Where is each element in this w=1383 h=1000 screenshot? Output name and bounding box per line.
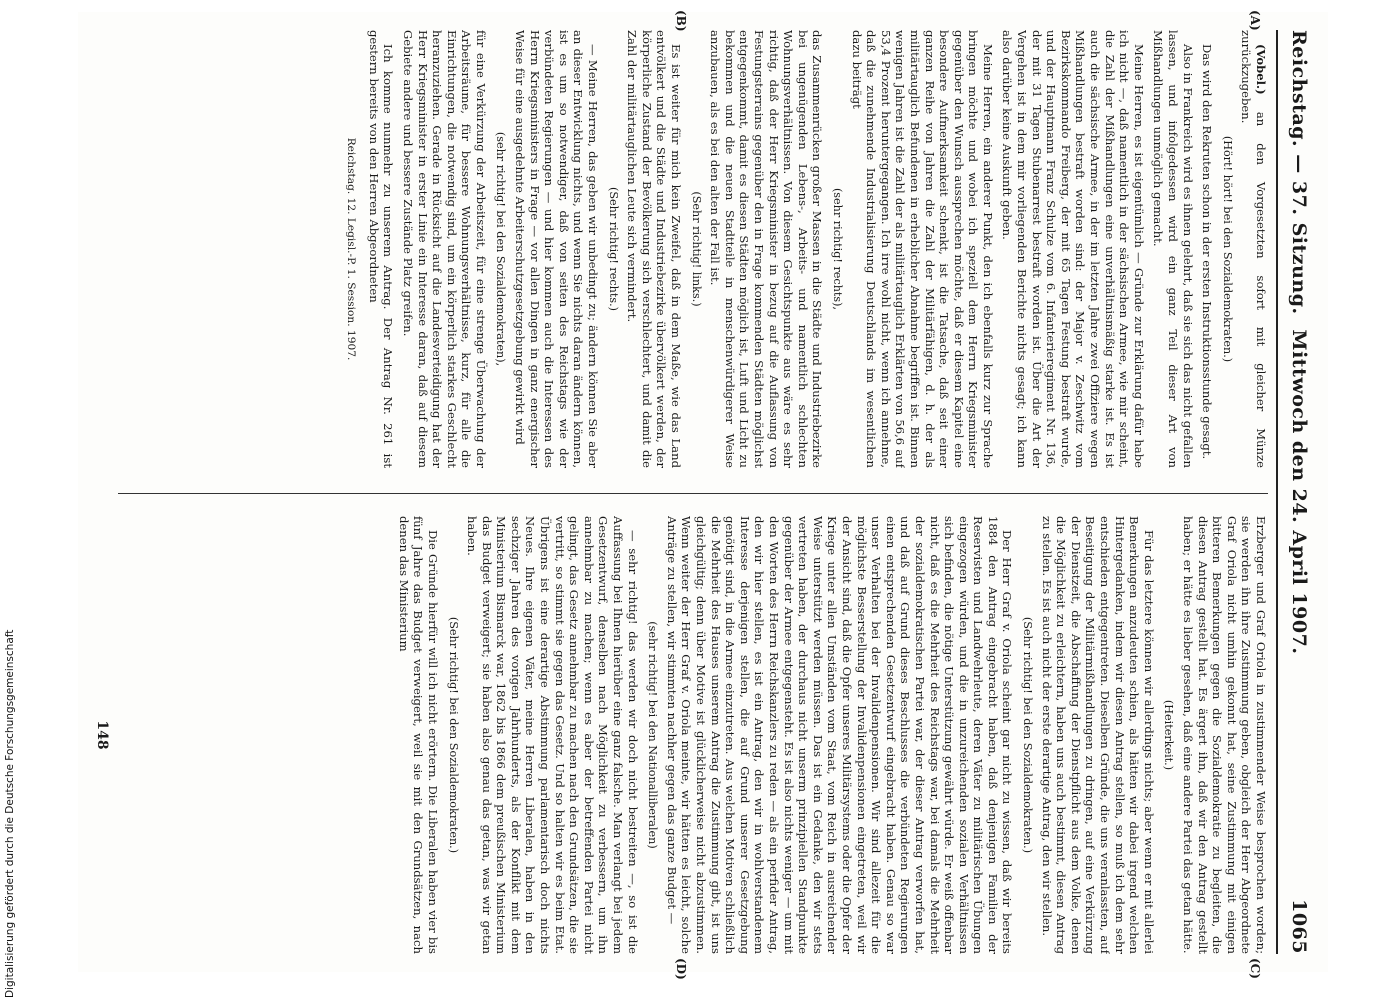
left-text-column [118,30,1268,468]
paragraph: das Zusammenrücken großer Massen in die Städte und Industriebezirke bei ungenügenden Lebens-, Arbeits- und namentlich schlechten Wohnungsverhältnissen. Von diesem Gesichtspunkte aus wäre es sehr richtig, daß der Herr Kriegsminister in bezug auf die Auflassung von Festungsterrains gegenüber den in Frage kommenden Städten möglichst entgegenkommt, damit es diesen Städten möglich ist, Luft und Licht zu bekommen und die neuen Stadtteile in menschenwürdigerer Weise anzubauen, als es bei den alten der Fall ist. [708,30,825,468]
speaker-name: (Vobel.) [1254,44,1268,112]
signature-number: 148 [94,720,110,750]
paragraph-text: Meine Herren, ein anderer Punkt, den ich ebenfalls kurz zur Sprache bringen möchte und wobei ich speziell dem Herrn Kriegsminister gegenüber den Wunsch aussprechen möchte, daß er diesem Kapitel eine besondere Aufmerksamkeit schenkt, ist die Tatsache, daß seit einer ganzen Reihe von Jahren die Zahl der Militärfähigen, d. h. der als militärtauglich Befundenen in erheblicher Abnahme begriffen ist. Binnen wenigen Jahren ist die Zahl der als militärtauglich Erklärten von 56,6 auf 53,4 Prozent heruntergegangen. Ich irre wohl nicht, wenn ich annehme, daß die zunehmende Industrialisierung Deutschlands im wesentlichen dazu beiträgt [849,30,995,468]
interjection: (Heiterkeit.) [1162,699,1176,771]
paragraph-text: Ich komme nunmehr zu unserem Antrag. Der Antrag Nr. 261 ist gestern bereits von den Herren Abgeordneten [366,30,396,468]
rotated-newspaper-page [78,10,1328,980]
interjection: (Sehr richtig! rechts.) [606,186,620,312]
paragraph-text: Der Herr Graf v. Oriola scheint gar nicht zu wissen, daß wir bereits 1884 den Antrag eingebracht haben, daß denjenigen Familien der Reservisten und Landwehrleute, deren Väter zu militärischen Übungen eingezogen würden, und die in unzureichenden sozialen Verhältnissen sich befinden, die nötige Unterstützung gewährt würde. Er weiß offenbar nicht, daß es die Mehrheit des Reichstags war, bei damals die Mehrheit der sozialdemokratischen Partei war, der dieser Antrag verworfen hat, und daß auf Grund dieses Beschlusses die verbündeten Regierungen einen entsprechenden Gesetzentwurf eingebracht haben. Genau so war unser Verhalten bei der Invalidenpensionen. Wir sind allezeit für die möglichste Besserstellung der Invalidenpensionen eingetreten, weil wir der Ansicht sind, daß die Opfer unseres Militärsystems oder die Opfer der Kriege unter allen Umständen vom Staat, vom Reich in ausreichender Weise unterstützt werden müssen. Das ist ein Gedanke, den wir stets vertreten haben, der durchaus nicht unserm prinzipiellen Standpunkte gegenüber der Armee entgegensteht. Es ist also nichts weniger — um mit den Worten des Herrn Reichskanzlers zu reden — als ein perfider Antrag, den wir hier stellen, es ist ein Antrag, den wir in wohlverstandenem Interesse derjenigen stellen, die auf Grund unserer Gesetzgebung genötigt sind, in die Armee einzutreten. Aus welchen Motiven schließlich die Mehrheit des Hauses unserem Antrag die Zustimmung gibt, ist uns gleichgültig; denn über Motive ist glücklicherweise nicht abzustimmen. Wenn weiter der Herr Graf v. Oriola meinte, wir hätten es leicht, solche Anträge zu stellen, wir stimmten nachher gegen das ganze Budget — [664,516,1015,954]
paragraph [1039,516,1156,954]
header-date: Mittwoch den 24. April 1907. [1288,329,1310,655]
paragraph-text: Also in Frankreich wird es ihnen gelehrt, daß sie sich das nicht gefallen lassen, und infolgedessen wird ein ganz Teil dieser Art von Mißhandlungen unmöglich gemacht. [1151,30,1195,468]
interjection: (Sehr richtig! bei den Sozialdemokraten.) [446,616,460,854]
paragraph-text: Für das letztere können wir allerdings nichts; aber wenn er mit allerlei Bemerkungen anzudeuten schien, als hätten wir dabei irgend welchen Hintergedanken, indem wir diesen Antrag stellen, so muß ich dem sehr entschieden entgegentreten. Dieselben Gründe, die uns veranlassten, auf Beseitigung der Militärmißhandlungen zu dringen, auf eine Verkürzung der Dienstzeit, die Abschaffung der Dienstpflicht aus dem Volke, denen die Möglichkeit zu erleichtern, haben uns auch bestimmt, diesen Antrag zu stellen. Es ist auch nicht der erste derartige Antrag, den wir stellen. [1039,516,1156,954]
paragraph: für eine Verkürzung der Arbeitszeit, für eine strenge Überwachung der Arbeitsräume, für bessere Wohnungsverhältnisse, kurz, für alle die Einrichtungen, die notwendig sind, um ein körperlich starkes Geschlecht heranzuziehen. Gerade in Rücksicht auf die Landesverteidigung hat der Herr Kriegsminister in erster Linie ein Interesse daran, daß auf diesem Gebiete andere und bessere Zustände Platz greifen. [400,30,488,468]
interjection: (Sehr richtig! bei den Sozialdemokraten.) [1021,616,1035,854]
interjection: (sehr richtig! bei den Nationalliberalen) [646,621,660,849]
paragraph-text: Das wird den Rekruten schon in der ersten Instruktionsstunde gesagt. [1200,44,1215,460]
interjection: (Sehr richtig! links.) [689,191,703,307]
header-page-number: 1065 [1288,899,1310,954]
margin-mark-a: (A) [1248,10,1262,31]
interjection: (sehr richtig! rechts), [830,187,844,311]
paragraph-text: Meine Herren, es ist eigentümlich — Gründe zur Erklärung dafür habe ich nicht —, daß namentlich in der sächsischen Armee, wie mir scheint, die Zahl der Mißhandlungen eine unverhältnismäßig starke ist. Es ist auch die sächsische Armee, in der im letzten Jahre zwei Offiziere wegen Mißhandlungen bestraft worden sind: der Major v. Zeschwitz vom Bezirkskommando Freiberg, der mit 65 Tagen Festung bestraft wurde, und der Hauptmann Franz Schulze vom 6. Infanterieregiment Nr. 136, der mit 31 Tagen Stubenarrest bestraft worden ist. Über die Art der Vergehen ist in dem mir vorliegenden Berichte nichts gesagt; ich kann also darüber keine Auskunft geben. [1000,30,1146,468]
right-text-column [118,516,1268,954]
paragraph-text: — Meine Herren, das geben wir unbedingt zu; ändern können Sie aber an dieser Entwicklung nichts, und wenn Sie nichts daran ändern können, ist es um so notwendiger, daß von seiten des Reichstags wie der verbündeten Regierungen — und hier kommen auch die Interessen des Herrn Kriegsministers in Frage — vor allen Dingen in ganz energischer Weise für eine ausgedehnte Arbeiterschutzgesetzgebung gewirkt wird [513,30,601,468]
header-rule [1276,30,1278,954]
paragraph-text: an den Vorgesetzten sofort mit gleicher Münze zurückzugeben. [1239,30,1268,468]
paragraph-text: — sehr richtig! das werden wir doch nicht bestreiten —, so ist die Auffassung bei Ihnen hierüber eine ganz falsche. Man verlangt bei jedem Gesetzentwurf, denselben nach Möglichkeit zu verbessern, um ihn annehmbar zu machen; wenn es aber der betreffenden Partei nicht gelingt, das Gesetz annehmbar zu machen nach den Grundsätzen, die sie vertritt, so stimmt sie gegen das Gesetz. Und so halten wir es beim Etat. Übrigens ist eine derartige Abstimmung parlamentarisch doch nichts Neues. Ihre eigenen Väter, meine Herren Liberalen, haben in den sechziger Jahren des vorigen Jahrhunderts, als der Konflikt mit dem Ministerium Bismarck war, 1862 bis 1866 dem preußischen Ministerium das Budget verweigert; sie haben also genau das getan, was wir getan haben. [465,516,640,954]
paragraph [513,30,601,468]
paragraph [1151,30,1195,468]
column-divider [118,493,1268,494]
digitization-credit-text: Digitalisierung gefördert durch die Deutsche Forschungsgemeinschaft [4,629,16,998]
paragraph-text: Die Gründe hierfür will ich nicht erörtern. Die Liberalen haben vier bis fünf Jahre das Budget verweigert, weil sie mit den Grundsätzen, nach denen das Ministerium [396,516,440,954]
paragraph [664,516,1014,954]
paragraph [849,30,995,468]
column-footer: Reichstag. 12. Legisl.-P. 1. Session. 1907. [345,137,358,361]
margin-mark-c: (C) [1248,958,1262,979]
interjection: (Hört! hört! bei den Sozialdemokraten.) [1220,135,1234,363]
margin-mark-d: (D) [674,958,688,980]
paragraph [1200,30,1215,468]
paragraph [366,30,395,468]
paragraph [1239,30,1268,468]
paragraph [625,30,683,468]
paragraph: Erzberger und Graf Oriola in zustimmender Weise besprochen worden; sie werden ihn ihre Zustimmung geben, obgleich der Herr Abgeordnete Graf Oriola nicht umhin gekonnt hat, seine Zustimmung mit einigen bitteren Bemerkungen gegen die Sozialdemokratie zu begleiten, die diesen Antrag gestellt hat. Es ärgert ihn, daß wir den Antrag gestellt haben; er hätte es lieber gesehen, daß eine andere Partei das getan hätte. [1181,516,1268,954]
paragraph [396,516,440,954]
header-session: Reichstag. — 37. Sitzung. [1288,30,1310,315]
page-header [1278,30,1320,954]
paragraph-text: Es ist weiter für mich kein Zweifel, daß in dem Maße, wie das Land entvölkert und die Städte und Industriebezirke übervölkert werden, der körperliche Zustand der Bevölkerung sich verschlechtert, und damit die Zahl der militärtauglichen Leute sich vermindert. [625,30,684,468]
paragraph [1000,30,1146,468]
paragraph [465,516,640,954]
digitization-credit [4,600,22,998]
margin-mark-b: (B) [674,10,688,32]
interjection: (sehr richtig! bei den Sozialdemokraten), [494,131,508,367]
